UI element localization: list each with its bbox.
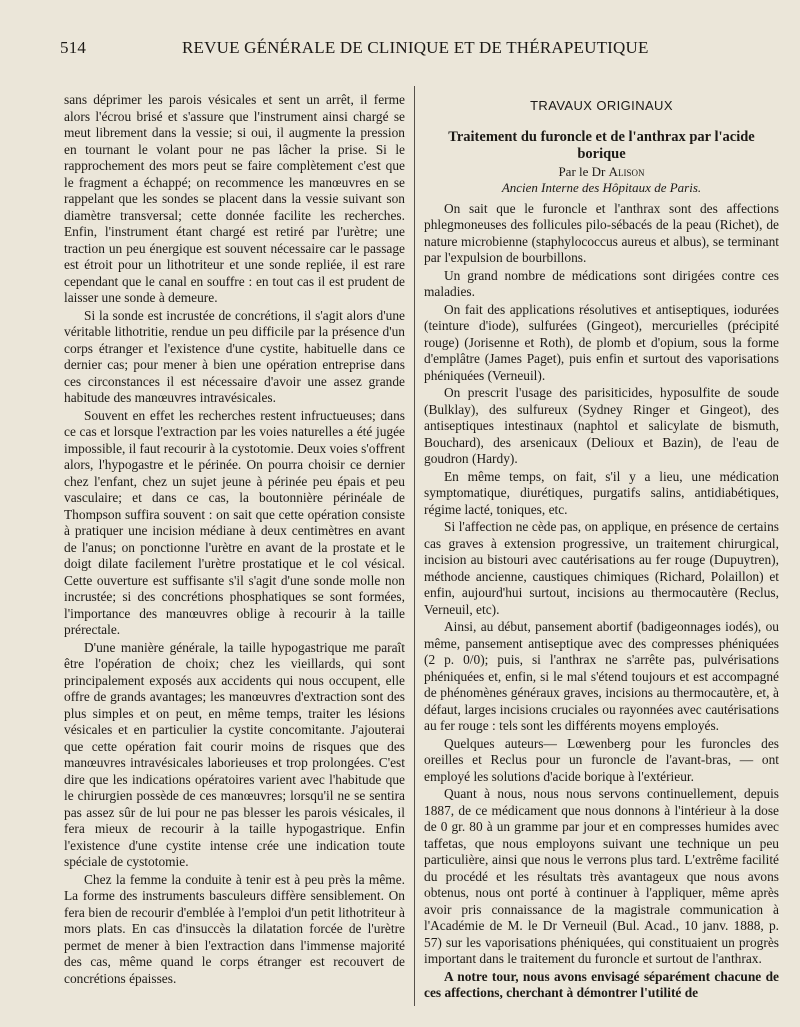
paragraph: Si l'affection ne cède pas, on applique, en présence de certains cas graves à extension progressive, un traitement chirurgical, incision au bistouri avec cautérisations au fer rouge (Dupuytren), méthode ancienne, caustiques chimiques (Richard, Polaillon) et enfin, aujourd'hui surtout, incisions au thermocautère (Reclus, Verneuil, etc).: [424, 519, 779, 617]
column-divider: [414, 86, 415, 1006]
article-title: Traitement du furoncle et de l'anthrax par l'acide borique: [448, 128, 755, 162]
paragraph: Un grand nombre de médications sont dirigées contre ces maladies.: [424, 267, 779, 299]
paragraph: On fait des applications résolutives et antiseptiques, iodurées (teinture d'iode), sulfurées (Gingeot), mercurielles (précipité rouge) (Jorisenne et Roth), de plomb et d'opium, sous la forme d'emplâtre (James Paget), puis enfin et surtout des vaporisations phéniquées (Verneuil).: [424, 301, 779, 383]
byline: [424, 164, 779, 181]
section-heading: TRAVAUX ORIGINAUX: [530, 98, 673, 113]
paragraph: Souvent en effet les recherches restent infructueuses; dans ce cas et lorsque l'extraction par les voies naturelles a été jugée impossible, il faut recourir à la cystotomie. Deux voies s'offrent alors, l'hypogastre et le périnée. On pourra choisir ce dernier chez l'enfant, chez un sujet jeune à périnée peu épais et peu vasculaire; et dans ce cas, la boutonnière périnéale de Thompson suffira souvent : on sait que cette opération consiste à pratiquer une incision médiane à deux centimètres en avant de l'anus; on ponctionne l'urètre en avant de la prostate et le doigt dilate facilement l'urètre prostatique et le col vésical. Cette ouverture est suffisante s'il s'agit d'une sonde molle non incrustée; si des concrétions phosphatiques se sont formées, l'importance des manœuvres oblige à recourir à la taille prérectale.: [64, 407, 405, 637]
paragraph: Quant à nous, nous nous servons continuellement, depuis 1887, de ce médicament que nous donnons à l'intérieur à la dose de 0 gr. 80 à un gramme par jour et en compresses humides avec taffetas, que nous employons suivant une technique un peu particulière, ainsi que nous le verrons plus tard. L'extrême facilité du procédé et les résultats très avantageux que nous avons obtenus, nous ont porté à continuer à l'appliquer, même après avoir pris connaissance de la magistrale communication à l'Académie de M. le Dr Verneuil (Bul. Acad., 10 janv. 1888, p. 57) sur les vaporisations phéniquées, qui constituaient un progrès important dans le traitement du furoncle et surtout de l'anthrax.: [424, 786, 779, 966]
page-header: [60, 30, 770, 60]
author-affiliation: Ancien Interne des Hôpitaux de Paris.: [501, 180, 702, 195]
paragraph: En même temps, on fait, s'il y a lieu, une médication symptomatique, diurétiques, purgatifs salins, antidiabétiques, régime lacté, toniques, etc.: [424, 468, 779, 517]
paragraph: Chez la femme la conduite à tenir est à peu près la même. La forme des instruments basculeurs diffère sensiblement. On fera bien de recourir d'emblée à l'emploi d'un petit lithotriteur à mors plats. En cas d'insuccès la dilatation forcée de l'urètre permet de mener à bien l'extraction dans l'immense majorité des cas, même quand le corps étranger est recouvert de concrétions épaisses.: [64, 871, 405, 986]
byline-prefix: Par le Dr: [558, 163, 606, 179]
paragraph: sans déprimer les parois vésicales et sent un arrêt, il ferme alors l'écrou brisé et s'assure que l'instrument ainsi chargé se meut librement dans la vessie; si oui, il augmente la pression en tournant le volant pour ne pas lâcher la prise. Si le rapprochement des mors peut se faire complètement c'est que le fragment a échappé; on recommence les manœuvres en se rappelant que les sondes se placent dans la vessie suivant son diamètre transversal; cette donnée facilite les recherches. Enfin, l'instrument étant chargé est retiré par l'urètre; une traction un peu énergique est souvent nécessaire car le passage est étroit pour un lithotriteur et une sonde repliée, il est rare cependant que le canal en souffre : en tout cas il est prudent de laisser une sonde à demeure.: [64, 92, 405, 305]
paragraph: Ainsi, au début, pansement abortif (badigeonnages iodés), ou même, pansement antiseptique avec des compresses phéniquées (2 p. 0/0); puis, si l'anthrax ne s'arrête pas, pulvérisations phéniquées et, enfin, si le mal s'étend toujours et est accompagné de phénomènes généraux graves, incisions au thermocautère, et, à défaut, larges incisions cruciales ou rayonnées avec cautérisations au fer rouge : tels sont les différents moyens employés.: [424, 619, 779, 733]
left-column: [64, 92, 405, 988]
running-title: REVUE GÉNÉRALE DE CLINIQUE ET DE THÉRAPEUTIQUE: [182, 38, 649, 57]
paragraph: A notre tour, nous avons envisagé séparément chacune de ces affections, cherchant à démontrer l'utilité de: [424, 968, 779, 1000]
paragraph: Quelques auteurs— Lœwenberg pour les furoncles des oreilles et Reclus pour un furoncle de l'avant-bras, — ont employé les solutions d'acide borique à l'extérieur.: [424, 735, 779, 784]
paragraph: On sait que le furoncle et l'anthrax sont des affections phlegmoneuses des follicules pilo-sébacés de la peau (Richet), de nature microbienne (staphylococcus aureus et albus), se terminant par l'expulsion de bourbillons.: [424, 200, 779, 265]
author-name: Alison: [608, 163, 645, 179]
right-column: [424, 92, 779, 1003]
paragraph: D'une manière générale, la taille hypogastrique me paraît être l'opération de choix; chez les vieillards, qui sont principalement exposés aux accidents qui nous occupent, elle offre de grands avantages; les manœuvres d'extraction sont des plus simples et on peut, en même temps, traiter les lésions vésicales et en particulier la cystite concomitante. J'ajouterai que cette opération fait courir moins de risques que des manœuvres intravésicales laborieuses et trop prolongées. C'est dire que les indications opératoires varient avec l'habitude que le chirurgien possède de ces manœuvres; lorsqu'il ne se sentira pas assez sûr de lui pour ne pas blesser les parois vésicales, il fera mieux de recourir à la taille hypogastrique. Enfin l'existence d'une cystite intense crée une indication toute spéciale de cystotomie.: [64, 639, 405, 869]
paragraph: Si la sonde est incrustée de concrétions, il s'agit alors d'une véritable lithotritie, rendue un peu difficile par la présence d'un corps étranger et l'existence d'une cystite, habituelle dans ce dernier cas; pour mener à bien une opération entreprise dans ces circonstances il est nécessaire d'avoir une assez grande habitude des manœuvres intravésicales.: [64, 307, 405, 405]
paragraph: On prescrit l'usage des parisiticides, hyposulfite de soude (Bulklay), des sulfureux (Sydney Ringer et Gingeot), des antiseptiques intestinaux (naphtol et salicylate de bismuth, Bouchard), des arsenicaux (Delioux et Bazin), de l'eau de goudron (Hardy).: [424, 385, 779, 466]
page-number: 514: [60, 38, 87, 57]
